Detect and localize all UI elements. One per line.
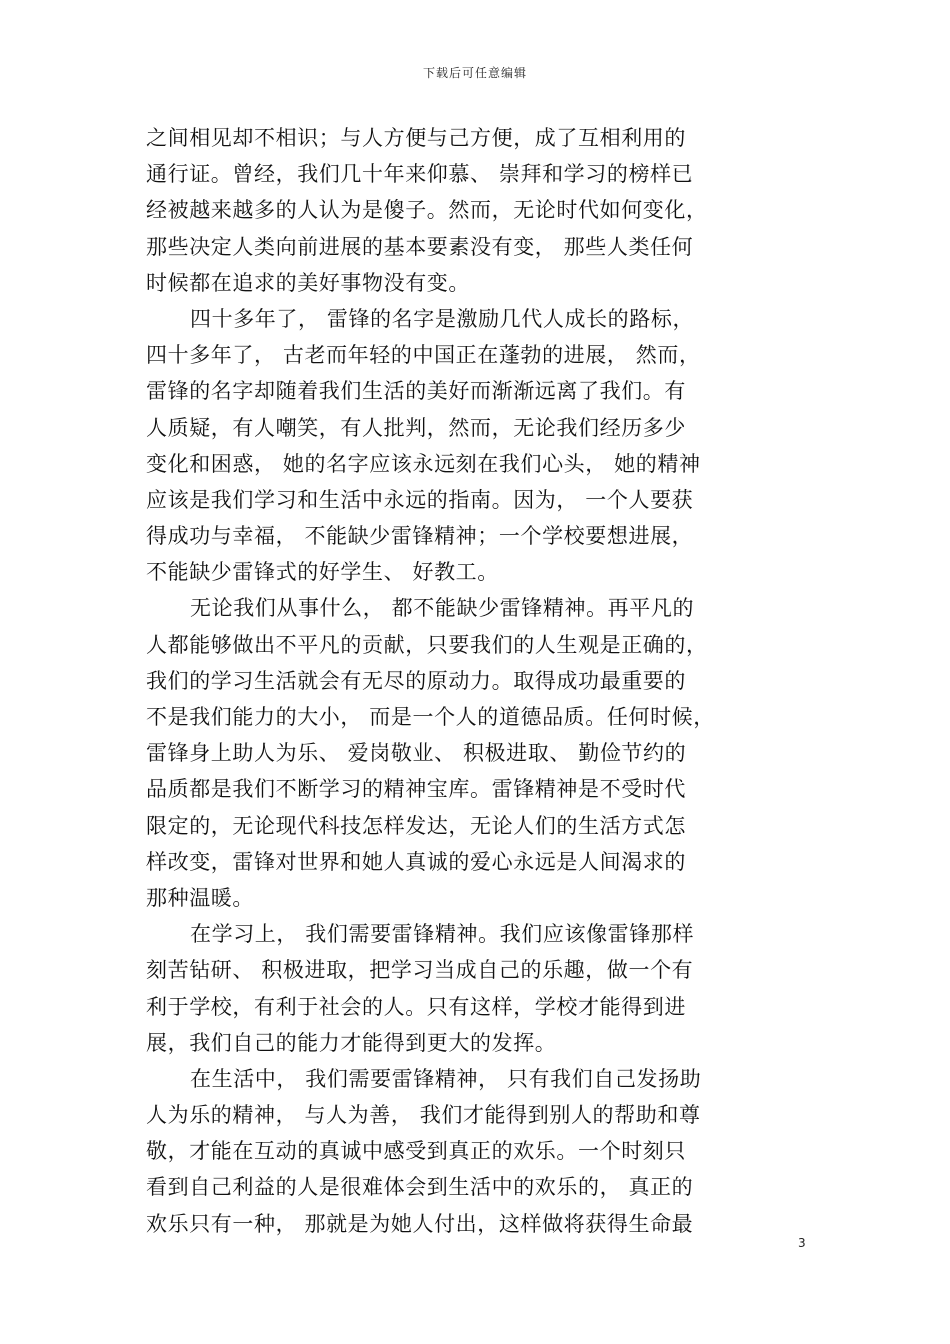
paragraph-first-line: 四十多年了， 雷锋的名字是激励几代人成长的路标， (190, 306, 695, 331)
paragraph-first-line: 在学习上， 我们需要雷锋精神。我们应该像雷锋那样 (190, 922, 695, 947)
text-line: 品质都是我们不断学习的精神宝库。雷锋精神是不受时代 (146, 777, 686, 802)
text-line: 四十多年了， 古老而年轻的中国正在蓬勃的进展， 然而， (146, 343, 701, 368)
text-line: 限定的，无论现代科技怎样发达，无论人们的生活方式怎 (146, 813, 686, 838)
text-line: 雷锋身上助人为乐、 爱岗敬业、 积极进取、 勤俭节约的 (146, 741, 687, 766)
text-line: 经被越来越多的人认为是傻子。然而，无论时代如何变化， (146, 198, 708, 223)
text-line: 利于学校，有利于社会的人。只有这样，学校才能得到进 (146, 994, 686, 1019)
text-line: 看到自己利益的人是很难体会到生活中的欢乐的， 真正的 (146, 1175, 694, 1200)
text-line: 那些决定人类向前进展的基本要素没有变， 那些人类任何 (146, 234, 694, 259)
text-line: 我们的学习生活就会有无尽的原动力。取得成功最重要的 (146, 668, 686, 693)
page-number: 3 (798, 1236, 806, 1250)
paragraph-first-line: 在生活中， 我们需要雷锋精神， 只有我们自己发扬助 (190, 1066, 702, 1091)
text-line: 欢乐只有一种， 那就是为她人付出，这样做将获得生命最 (146, 1211, 694, 1236)
text-line: 变化和困惑， 她的名字应该永远刻在我们心头， 她的精神 (146, 451, 701, 476)
text-line: 敬，才能在互动的真诚中感受到真正的欢乐。一个时刻只 (146, 1139, 686, 1164)
text-line: 时候都在追求的美好事物没有变。 (146, 270, 470, 295)
page-header: 下载后可任意编辑 (422, 66, 527, 80)
text-line: 雷锋的名字却随着我们生活的美好而渐渐远离了我们。有 (146, 379, 686, 404)
text-line: 得成功与幸福， 不能缺少雷锋精神；一个学校要想进展， (146, 524, 694, 549)
text-line: 人都能够做出不平凡的贡献，只要我们的人生观是正确的， (146, 632, 708, 657)
document-body (146, 120, 746, 1242)
text-line: 应该是我们学习和生活中永远的指南。因为， 一个人要获 (146, 487, 694, 512)
paragraph-first-line: 无论我们从事什么， 都不能缺少雷锋精神。再平凡的 (190, 596, 695, 621)
text-line: 样改变，雷锋对世界和她人真诚的爱心永远是人间渴求的 (146, 849, 686, 874)
text-line: 人质疑，有人嘲笑，有人批判，然而，无论我们经历多少 (146, 415, 686, 440)
text-line: 那种温暖。 (146, 885, 254, 910)
text-line: 不能缺少雷锋式的好学生、 好教工。 (146, 560, 499, 585)
text-line: 人为乐的精神， 与人为善， 我们才能得到别人的帮助和尊 (146, 1103, 701, 1128)
text-line: 通行证。曾经，我们几十年来仰慕、 崇拜和学习的榜样已 (146, 162, 694, 187)
text-line: 刻苦钻研、 积极进取，把学习当成自己的乐趣，做一个有 (146, 958, 694, 983)
text-line: 不是我们能力的大小， 而是一个人的道德品质。任何时候， (146, 705, 715, 729)
text-line: 之间相见却不相识；与人方便与己方便，成了互相利用的 (146, 126, 686, 150)
text-line: 展，我们自己的能力才能得到更大的发挥。 (146, 1030, 557, 1055)
